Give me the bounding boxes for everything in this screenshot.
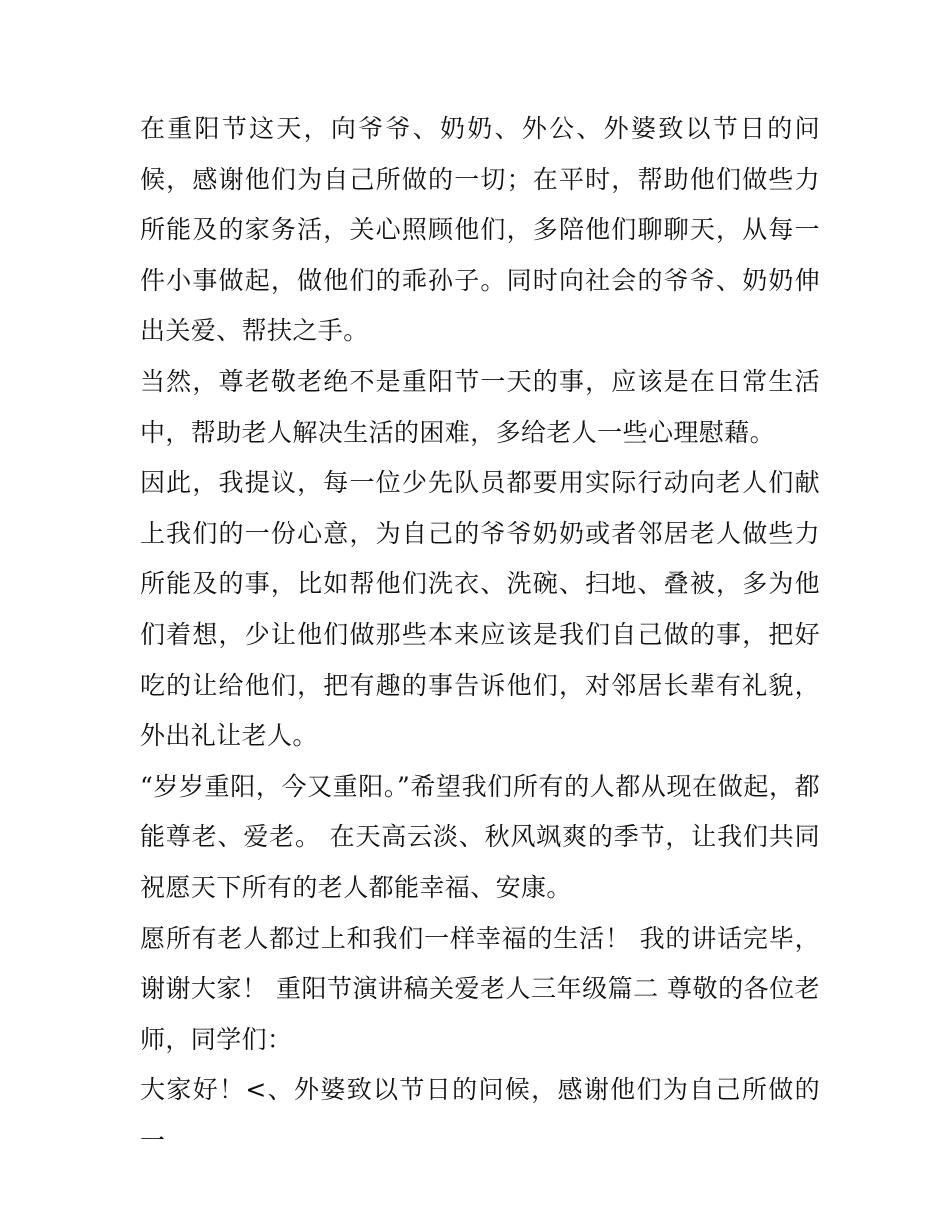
paragraph-4: “岁岁重阳，今又重阳。”希望我们所有的人都从现在做起，都能尊老、爱老。 在天高云淡、秋风飒爽的季节，让我们共同祝愿天下所有的老人都能幸福、安康。: [140, 771, 820, 902]
paragraph-3: 因此，我提议，每一位少先队员都要用实际行动向老人们献上我们的一份心意，为自己的爷爷奶奶或者邻居老人做些力所能及的事，比如帮他们洗衣、洗碗、扫地、叠被，多为他们着想，少让他们做那些本来应该是我们自己做的事，把好吃的让给他们，把有趣的事告诉他们，对邻居长辈有礼貌，外出礼让老人。: [140, 468, 820, 751]
paragraph-1: 在重阳节这天，向爷爷、奶奶、外公、外婆致以节日的问候，感谢他们为自己所做的一切；在平时，帮助他们做些力所能及的家务活，关心照顾他们，多陪他们聊聊天，从每一件小事做起，做他们的乖孙子。同时向社会的爷爷、奶奶伸出关爱、帮扶之手。: [140, 114, 820, 346]
paragraph-2: 当然，尊老敬老绝不是重阳节一天的事，应该是在日常生活中，帮助老人解决生活的困难，多给老人一些心理慰藉。: [140, 366, 820, 447]
paragraph-6: 大家好！<、外婆致以节日的问候，感谢他们为自己所做的一: [140, 1075, 820, 1155]
document-body: [140, 104, 820, 1166]
paragraph-5: 愿所有老人都过上和我们一样幸福的生活！ 我的讲话完毕，谢谢大家！ 重阳节演讲稿关爱老人三年级篇二 尊敬的各位老师，同学们：: [140, 923, 820, 1054]
